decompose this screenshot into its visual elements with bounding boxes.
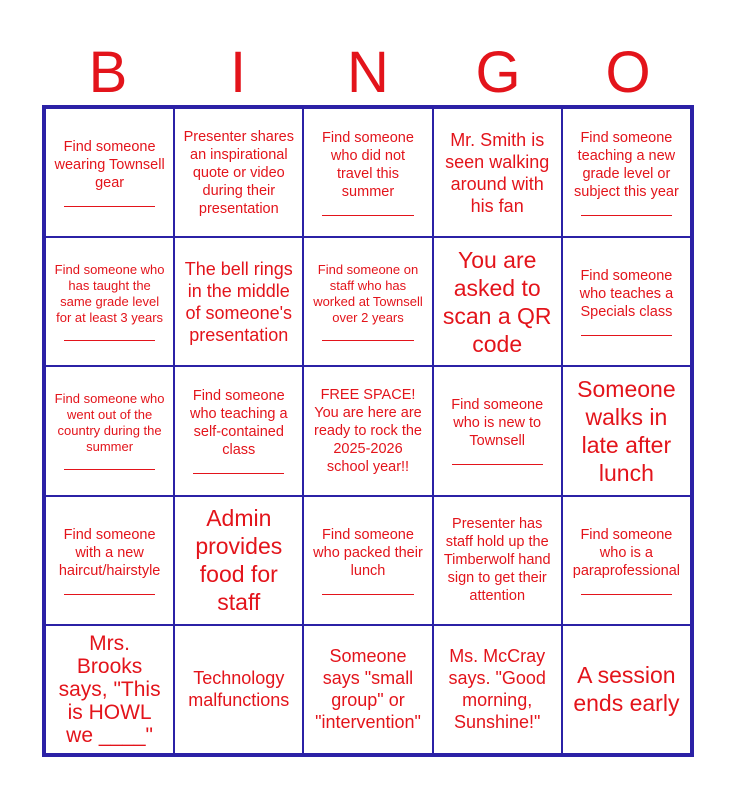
bingo-cell[interactable] <box>562 366 691 495</box>
bingo-cell[interactable] <box>45 496 174 625</box>
bingo-cell[interactable] <box>433 625 562 754</box>
answer-blank-line <box>322 215 413 216</box>
cell-text: Find someone who packed their lunch <box>313 526 423 579</box>
cell-text: FREE SPACE! You are here are ready to rock the 2025-2026 school year!! <box>313 386 422 475</box>
cell-text: Admin provides food for staff <box>195 505 283 616</box>
bingo-cell[interactable] <box>174 366 303 495</box>
answer-blank-line <box>581 215 672 216</box>
cell-text: Presenter has staff hold up the Timberwolf hand sign to get their attention <box>443 516 551 605</box>
cell-text: Find someone who is new to Townsell <box>451 397 544 450</box>
answer-blank-line <box>193 473 284 474</box>
bingo-cell[interactable] <box>433 108 562 237</box>
cell-text: Find someone who teaches a Specials class <box>579 268 674 321</box>
cell-text: Find someone on staff who has worked at Townsell over 2 years <box>313 262 423 326</box>
bingo-header <box>43 42 693 104</box>
cell-text: Presenter shares an inspirational quote or video during their presentation <box>183 128 294 217</box>
bingo-cell[interactable] <box>562 496 691 625</box>
answer-blank-line <box>64 206 155 207</box>
bingo-cell[interactable] <box>174 108 303 237</box>
bingo-cell[interactable] <box>45 108 174 237</box>
bingo-cell[interactable] <box>562 237 691 366</box>
cell-text: Someone says "small group" or "intervention" <box>315 646 421 733</box>
header-letter-g: G <box>475 40 521 105</box>
cell-text: Find someone who teaching a self-contained class <box>190 388 288 459</box>
header-letter-b: B <box>88 40 128 105</box>
bingo-cell[interactable] <box>45 237 174 366</box>
bingo-cell[interactable] <box>45 625 174 754</box>
bingo-cell[interactable] <box>174 625 303 754</box>
cell-text: Mr. Smith is seen walking around with his fan <box>445 129 550 216</box>
bingo-cell[interactable] <box>562 625 691 754</box>
cell-text: Find someone who did not travel this summer <box>322 130 414 201</box>
answer-blank-line <box>64 340 155 341</box>
bingo-cell[interactable] <box>303 237 432 366</box>
bingo-cell[interactable] <box>433 366 562 495</box>
bingo-cell[interactable] <box>562 108 691 237</box>
cell-text: Find someone wearing Townsell gear <box>54 139 165 192</box>
header-letter-i: I <box>229 40 247 105</box>
answer-blank-line <box>322 340 413 341</box>
bingo-cell[interactable] <box>174 496 303 625</box>
bingo-cell[interactable] <box>433 496 562 625</box>
cell-text: Find someone who is a paraprofessional <box>572 526 680 579</box>
bingo-cell[interactable] <box>303 366 432 495</box>
cell-text: Find someone with a new haircut/hairstyle <box>58 526 161 579</box>
cell-text: Find someone teaching a new grade level or subject this year <box>574 130 679 201</box>
answer-blank-line <box>322 594 413 595</box>
cell-text: Someone walks in late after lunch <box>577 375 676 486</box>
cell-text: The bell rings in the middle of someone's presentation <box>184 258 293 345</box>
cell-text: Find someone who went out of the country during the summer <box>54 391 165 455</box>
bingo-cell[interactable] <box>174 237 303 366</box>
bingo-cell[interactable] <box>303 108 432 237</box>
cell-text: Technology malfunctions <box>188 668 290 711</box>
bingo-cell[interactable] <box>433 237 562 366</box>
cell-text: You are asked to scan a QR code <box>442 246 552 357</box>
answer-blank-line <box>64 469 155 470</box>
header-letter-o: O <box>605 40 651 105</box>
cell-text: Mrs. Brooks says, "This is HOWL we ____" <box>58 631 161 747</box>
bingo-cell[interactable] <box>303 496 432 625</box>
cell-text: Find someone who has taught the same grade level for at least 3 years <box>54 262 165 326</box>
answer-blank-line <box>64 594 155 595</box>
cell-text: Ms. McCray says. "Good morning, Sunshine!" <box>448 646 546 733</box>
header-letter-n: N <box>347 40 389 105</box>
answer-blank-line <box>452 464 543 465</box>
bingo-board <box>42 105 694 757</box>
bingo-cell[interactable] <box>45 366 174 495</box>
answer-blank-line <box>581 594 672 595</box>
bingo-cell[interactable] <box>303 625 432 754</box>
answer-blank-line <box>581 335 672 336</box>
cell-text: A session ends early <box>573 662 680 717</box>
